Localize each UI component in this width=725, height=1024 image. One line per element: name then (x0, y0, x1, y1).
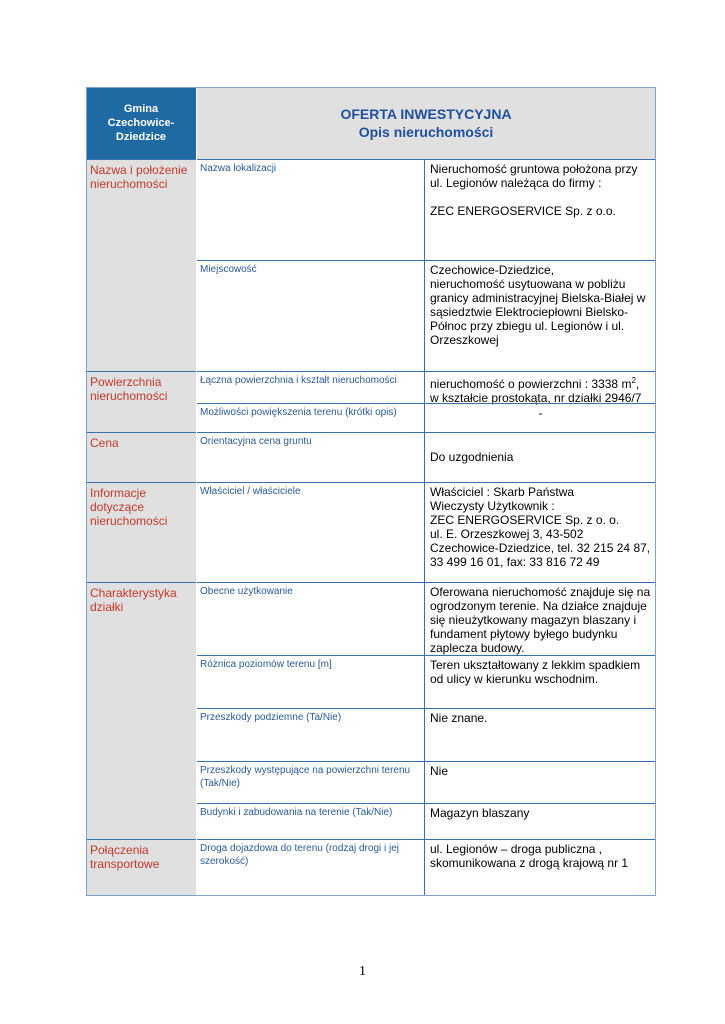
label-droga-dojazdowa: Droga dojazdowa do terenu (rodzaj drogi i jej szerokość) (197, 839, 425, 896)
value-cena: Do uzgodnienia (425, 432, 656, 482)
label-przeszkody-podziemne: Przeszkody podziemne (Ta/Nie) (197, 708, 425, 761)
label-cena: Orientacyjna cena gruntu (197, 432, 425, 482)
label-nazwa-lokalizacji: Nazwa lokalizacji (197, 159, 425, 260)
label-roznica-poziomow: Różnica poziomów terenu [m] (197, 655, 425, 708)
label-budynki: Budynki i zabudowania na terenie (Tak/Nie) (197, 803, 425, 839)
municipality-line-3: Dziedzice (115, 131, 167, 143)
document-header (197, 87, 655, 159)
label-wlasciciel: Właściciel / właściciele (197, 482, 425, 582)
value-roznica-poziomow: Teren ukształtowany z lekkim spadkiem od ulicy w kierunku wschodnim. (425, 655, 656, 708)
document-subtitle: Opis nieruchomości (358, 124, 494, 140)
label-obecne-uzytkowanie: Obecne użytkowanie (197, 582, 425, 655)
section-charakterystyka: Charakterystyka działki (86, 582, 196, 839)
document-title: OFERTA INWESTYCYJNA (340, 106, 512, 122)
label-miejscowosc: Miejscowość (197, 260, 425, 371)
municipality-line-2: Czechowice- (107, 117, 175, 129)
area-text: nieruchomość o powierzchni : 3338 m (430, 377, 632, 391)
value-mozliwosci: - (425, 403, 656, 432)
section-nazwa: Nazwa i położenie nieruchomości (86, 159, 196, 371)
value-nazwa-lokalizacji: Nieruchomość gruntowa położona przy ul. Legionów należąca do firmy : ZEC ENERGOSERVICE Sp. z o.o. (425, 159, 656, 260)
area-unit-exponent: 2 (631, 376, 636, 385)
value-laczna-powierzchnia (425, 371, 656, 403)
label-przeszkody-powierzchnia: Przeszkody występujące na powierzchni terenu (Tak/Nie) (197, 761, 425, 803)
label-laczna-powierzchnia: Łączna powierzchnia i kształt nieruchomości (197, 371, 425, 403)
label-mozliwosci: Możliwości powiększenia terenu (krótki opis) (197, 403, 425, 432)
area-shape-text: , w kształcie prostokąta, nr działki 2946/7 (430, 377, 642, 405)
section-powierzchnia: Powierzchnia nieruchomości (86, 371, 196, 432)
section-cena: Cena (86, 432, 196, 482)
section-polaczenia: Połączenia transportowe (86, 839, 196, 896)
value-przeszkody-powierzchnia: Nie (425, 761, 656, 803)
municipality-line-1: Gmina (123, 103, 159, 115)
value-wlasciciel: Właściciel : Skarb Państwa Wieczysty Użytkownik : ZEC ENERGOSERVICE Sp. z o. o. ul. E. Orzeszkowej 3, 43-502 Czechowice-Dziedzice, tel. 32 215 24 87, 33 499 16 01, fax: 33 816 72 49 (425, 482, 656, 582)
value-obecne-uzytkowanie: Oferowana nieruchomość znajduje się na ogrodzonym terenie. Na działce znajduje się nieużytkowany magazyn blaszany i fundament płytowy byłego budynku zaplecza budowy. (425, 582, 656, 655)
section-informacje: Informacje dotyczące nieruchomości (86, 482, 196, 582)
value-budynki: Magazyn blaszany (425, 803, 656, 839)
value-przeszkody-podziemne: Nie znane. (425, 708, 656, 761)
value-miejscowosc: Czechowice-Dziedzice, nieruchomość usytuowana w pobliżu granicy administracyjnej Bielska-Białej w sąsiedztwie Elektrociepłowni Bielsko-Północ przy zbiegu ul. Legionów i ul. Orzeszkowej (425, 260, 656, 371)
value-droga-dojazdowa: ul. Legionów – droga publiczna , skomunikowana z drogą krajową nr 1 (425, 839, 656, 896)
page-number: 1 (359, 964, 366, 979)
municipality-header (86, 87, 196, 159)
